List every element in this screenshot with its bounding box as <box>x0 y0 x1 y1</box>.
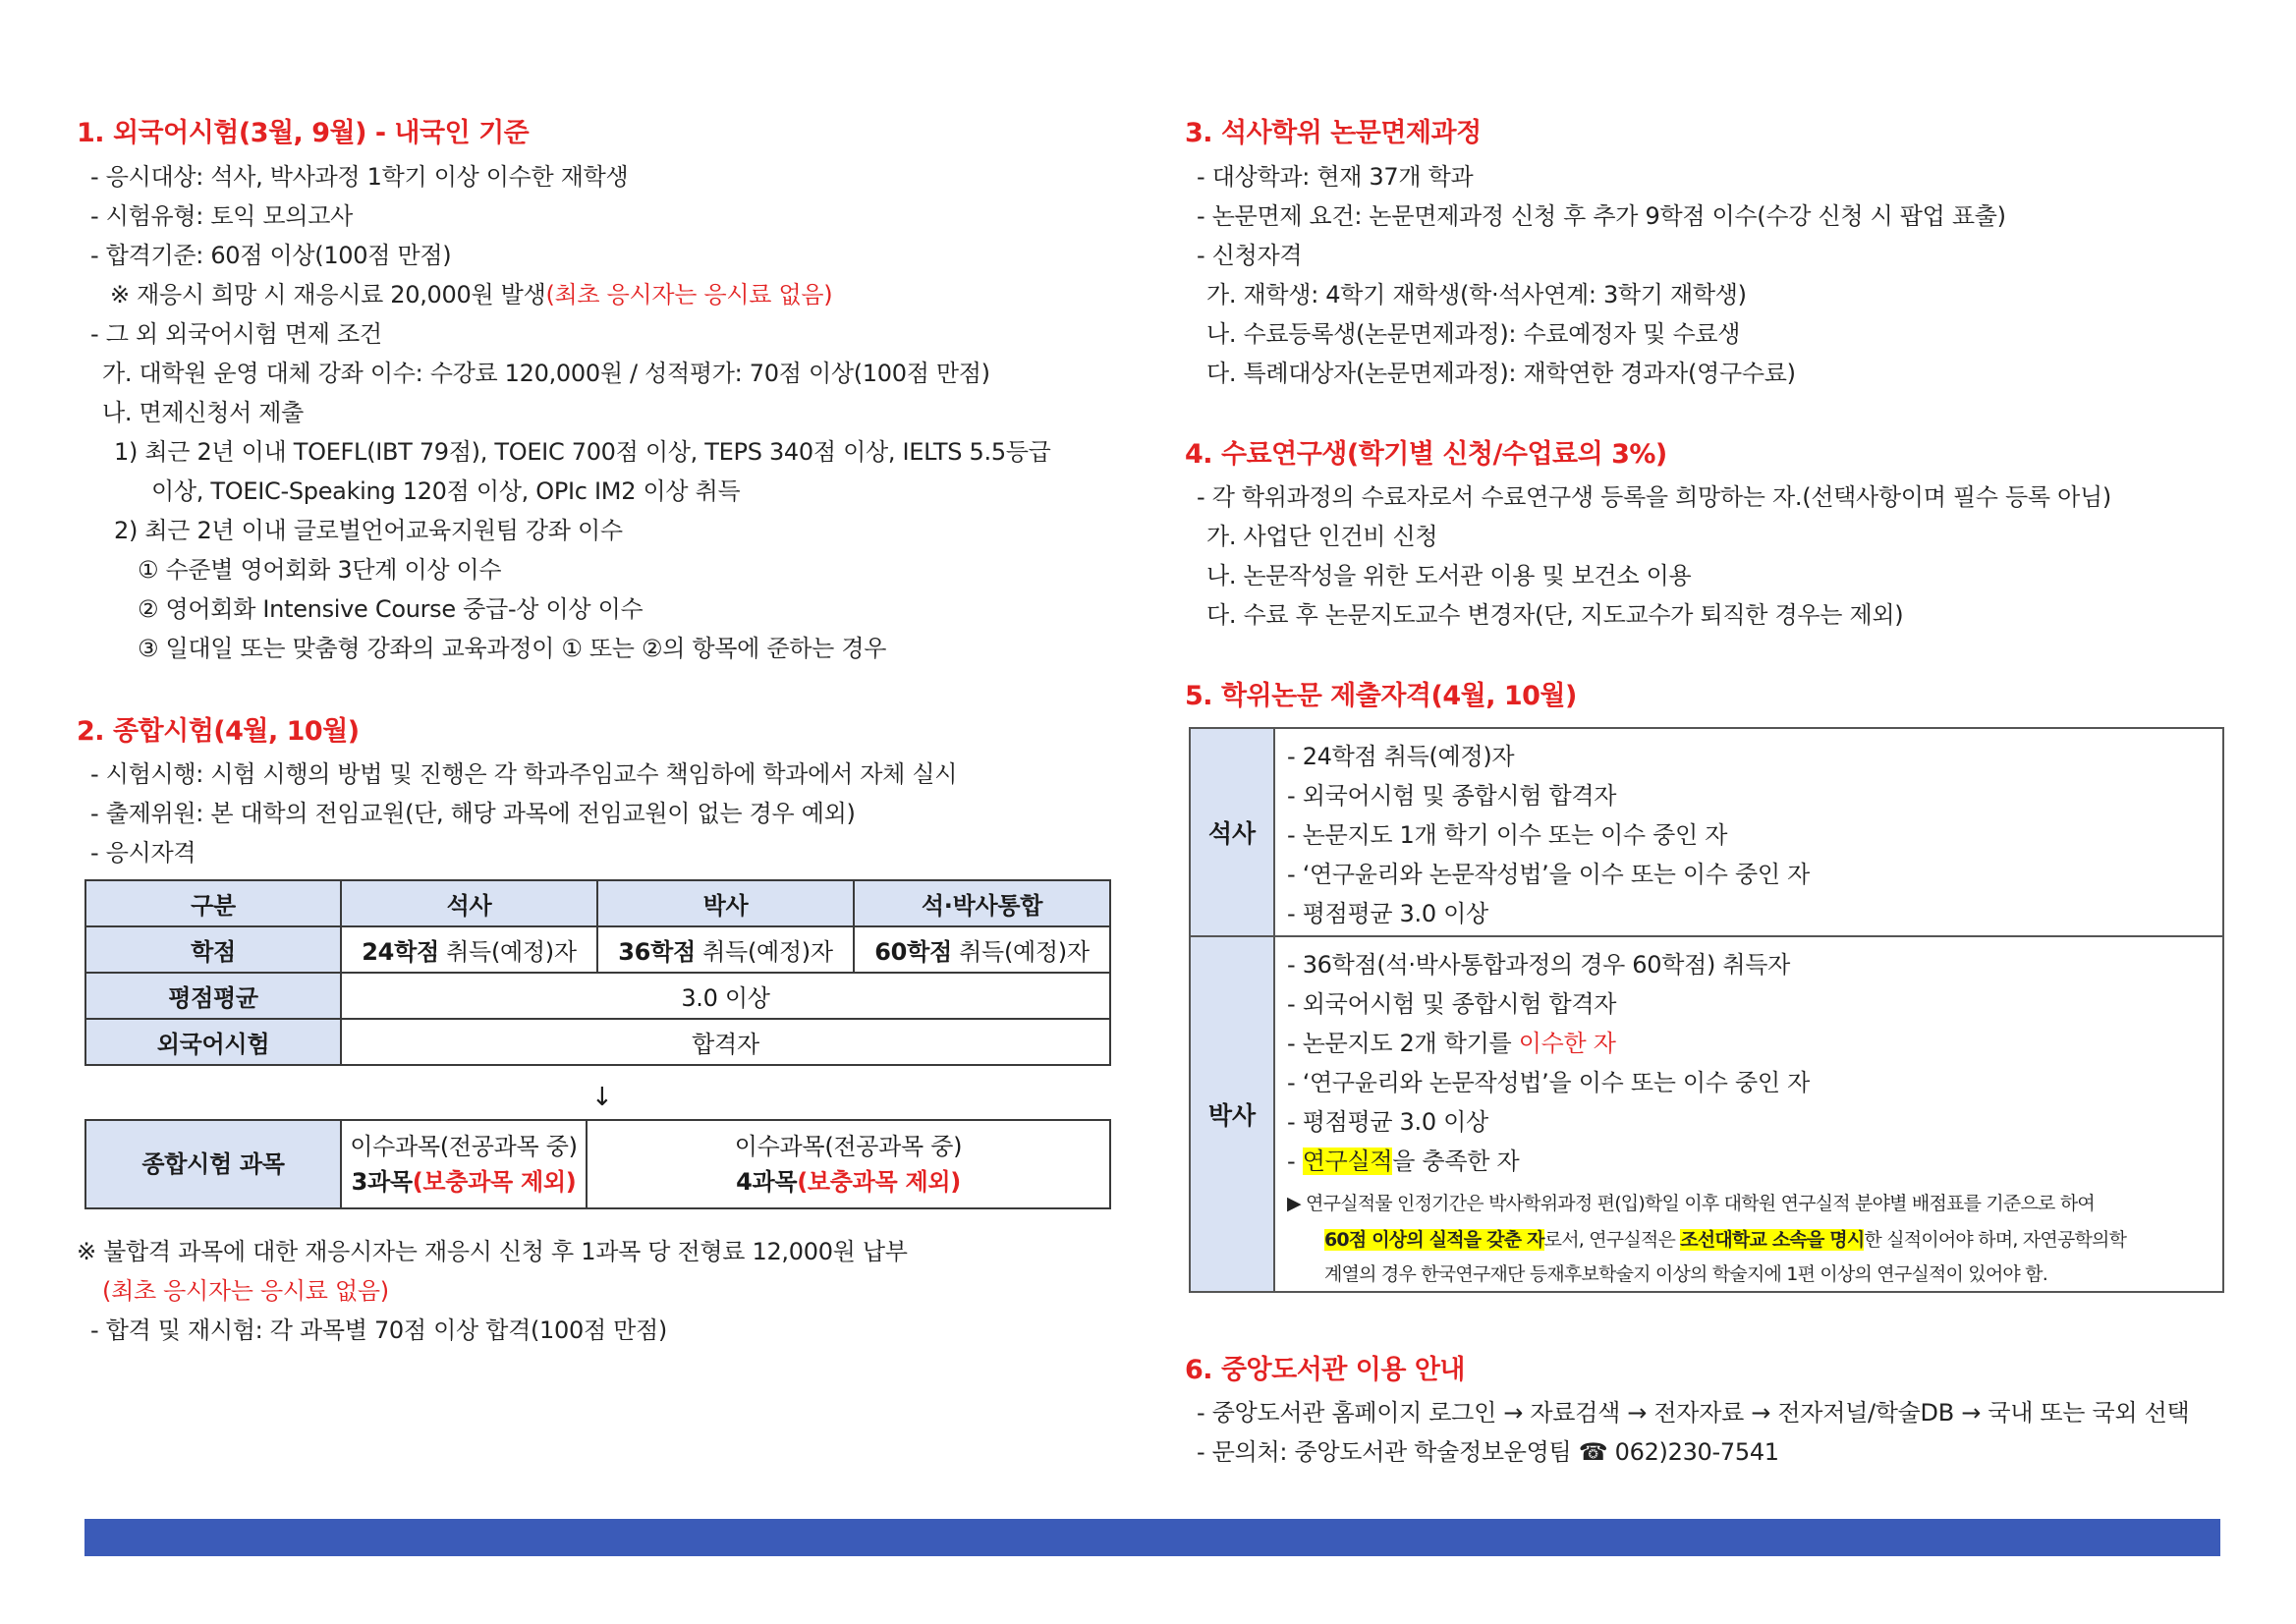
table-cell: 합격자 <box>341 1019 1110 1065</box>
cell-line: 이수과목(전공과목 중) <box>350 1133 578 1160</box>
cell-red: (보충과목 제외) <box>412 1168 577 1196</box>
cell-bold: 60학점 <box>874 938 952 966</box>
s4-line: 가. 사업단 인건비 신청 <box>1206 523 1438 550</box>
s2-line: - 시험시행: 시험 시행의 방법 및 진행은 각 학과주임교수 책임하에 학과에서 자체 실시 <box>90 760 958 788</box>
cell-bold: 4과목 <box>736 1168 798 1196</box>
masters-label: 석사 <box>1191 729 1275 937</box>
s1-line: ② 영어회화 Intensive Course 중급-상 이상 이수 <box>138 595 644 623</box>
cell-text: 취득(예정)자 <box>951 938 1090 966</box>
s3-line: - 대상학과: 현재 37개 학과 <box>1197 163 1474 191</box>
s1-line: ① 수준별 영어회화 3단계 이상 이수 <box>138 556 502 584</box>
s1-line: 이상, TOEIC-Speaking 120점 이상, OPIc IM2 이상 취득 <box>151 477 741 505</box>
eligibility-table <box>84 879 1111 1066</box>
table-cell <box>597 926 854 973</box>
s3-line: 다. 특례대상자(논문면제과정): 재학연한 경과자(영구수료) <box>1206 360 1796 387</box>
s6-line: - 문의처: 중앙도서관 학술정보운영팀 ☎ 062)230-7541 <box>1197 1438 1779 1466</box>
s2-line: - 응시자격 <box>90 839 196 867</box>
masters-item: - ‘연구윤리와 논문작성법’을 이수 또는 이수 중인 자 <box>1287 861 1810 888</box>
comprehensive-exam-table <box>84 1119 1111 1209</box>
cell-line: 이수과목(전공과목 중) <box>734 1133 963 1160</box>
item-text: - <box>1287 1148 1303 1175</box>
table-cell <box>341 926 597 973</box>
research-note: 계열의 경우 한국연구재단 등재후보학술지 이상의 학술지에 1편 이상의 연구실적이 있어야 함. <box>1324 1263 2047 1285</box>
note-text: 로서, 연구실적은 <box>1543 1229 1681 1251</box>
cell-text: 취득(예정)자 <box>695 938 833 966</box>
table-row <box>85 973 1110 1019</box>
table-cell <box>854 926 1110 973</box>
s4-line: 다. 수료 후 논문지도교수 변경자(단, 지도교수가 퇴직한 경우는 제외) <box>1206 601 1904 629</box>
s1-line: 나. 면제신청서 제출 <box>102 399 305 426</box>
s1-line: 1) 최근 2년 이내 TOEFL(IBT 79점), TOEIC 700점 이상, TEPS 340점 이상, IELTS 5.5등급 <box>114 438 1051 466</box>
cell-bold: 36학점 <box>618 938 696 966</box>
table-cell <box>587 1120 1110 1208</box>
research-note <box>1324 1225 2126 1252</box>
s1-note-red: (최초 응시자는 응시료 없음) <box>545 281 833 308</box>
s3-line: 가. 재학생: 4학기 재학생(학·석사연계: 3학기 재학생) <box>1206 281 1747 308</box>
doctoral-item: - 평점평균 3.0 이상 <box>1287 1108 1488 1136</box>
s3-line: - 신청자격 <box>1197 242 1303 269</box>
table-row <box>85 1120 1110 1208</box>
s2-note-red: (최초 응시자는 응시료 없음) <box>102 1277 389 1305</box>
doctoral-label: 박사 <box>1191 937 1275 1291</box>
section-6-title: 6. 중앙도서관 이용 안내 <box>1185 1355 1465 1385</box>
cell-text: 취득(예정)자 <box>438 938 577 966</box>
note-highlight: 60점 이상의 실적을 갖춘 자 <box>1324 1229 1544 1251</box>
row-label: 종합시험 과목 <box>85 1120 341 1208</box>
section-4-title: 4. 수료연구생(학기별 신청/수업료의 3%) <box>1185 439 1667 470</box>
table-row <box>85 880 1110 926</box>
s3-line: 나. 수료등록생(논문면제과정): 수료예정자 및 수료생 <box>1206 320 1741 348</box>
masters-item: - 외국어시험 및 종합시험 합격자 <box>1287 782 1617 810</box>
down-arrow-icon: ↓ <box>591 1083 613 1112</box>
masters-item: - 24학점 취득(예정)자 <box>1287 743 1515 770</box>
s1-line: ③ 일대일 또는 맞춤형 강좌의 교육과정이 ① 또는 ②의 항목에 준하는 경우 <box>138 635 887 662</box>
s6-line: - 중앙도서관 홈페이지 로그인 → 자료검색 → 전자자료 → 전자저널/학술DB → 국내 또는 국외 선택 <box>1197 1399 2190 1427</box>
s1-note <box>110 275 832 309</box>
cell-bold: 3과목 <box>351 1168 413 1196</box>
table-row <box>85 1019 1110 1065</box>
section-5-title: 5. 학위논문 제출자격(4월, 10월) <box>1185 681 1577 711</box>
item-red: 이수한 자 <box>1518 1030 1616 1057</box>
s4-line: - 각 학위과정의 수료자로서 수료연구생 등록을 희망하는 자.(선택사항이며 필수 등록 아님) <box>1197 483 2111 511</box>
s1-note-text: ※ 재응시 희망 시 재응시료 20,000원 발생 <box>110 281 546 308</box>
note-text: 한 실적이어야 하며, 자연공학의학 <box>1864 1229 2127 1251</box>
research-note: ▶ 연구실적물 인정기간은 박사학위과정 편(입)학일 이후 대학원 연구실적 분야별 배점표를 기준으로 하여 <box>1287 1193 2095 1214</box>
doctoral-item: - 36학점(석·박사통합과정의 경우 60학점) 취득자 <box>1287 951 1791 979</box>
s3-line: - 논문면제 요건: 논문면제과정 신청 후 추가 9학점 이수(수강 신청 시 팝업 표출) <box>1197 202 2006 230</box>
divider <box>1275 935 2222 937</box>
s2-line: - 합격 및 재시험: 각 과목별 70점 이상 합격(100점 만점) <box>90 1316 667 1344</box>
note-highlight: 조선대학교 소속을 명시 <box>1680 1229 1865 1251</box>
table-header: 석·박사통합 <box>854 880 1110 926</box>
section-3-title: 3. 석사학위 논문면제과정 <box>1185 118 1482 148</box>
table-header: 박사 <box>597 880 854 926</box>
s4-line: 나. 논문작성을 위한 도서관 이용 및 보건소 이용 <box>1206 562 1692 589</box>
section-2-title: 2. 종합시험(4월, 10월) <box>77 716 360 747</box>
doctoral-item <box>1287 1024 1616 1058</box>
s2-line: - 출제위원: 본 대학의 전임교원(단, 해당 과목에 전임교원이 없는 경우 예외) <box>90 800 856 827</box>
cell-bold: 24학점 <box>362 938 439 966</box>
thesis-eligibility-box <box>1189 727 2224 1293</box>
table-header: 석사 <box>341 880 597 926</box>
masters-item: - 논문지도 1개 학기 이수 또는 이수 중인 자 <box>1287 821 1728 849</box>
doctoral-item: - ‘연구윤리와 논문작성법’을 이수 또는 이수 중인 자 <box>1287 1069 1810 1096</box>
s1-line: 2) 최근 2년 이내 글로벌언어교육지원팀 강좌 이수 <box>114 517 623 544</box>
cell-red: (보충과목 제외) <box>797 1168 961 1196</box>
s2-note: ※ 불합격 과목에 대한 재응시자는 재응시 신청 후 1과목 당 전형료 12,000원 납부 <box>77 1238 908 1265</box>
section-1-title: 1. 외국어시험(3월, 9월) - 내국인 기준 <box>77 118 530 148</box>
doctoral-item: - 외국어시험 및 종합시험 합격자 <box>1287 990 1617 1018</box>
s1-line: - 그 외 외국어시험 면제 조건 <box>90 320 382 348</box>
footer-bar <box>84 1519 2220 1556</box>
row-label: 외국어시험 <box>85 1019 341 1065</box>
table-cell <box>341 1120 587 1208</box>
row-label: 평점평균 <box>85 973 341 1019</box>
s1-line: 가. 대학원 운영 대체 강좌 이수: 수강료 120,000원 / 성적평가: 70점 이상(100점 만점) <box>102 360 990 387</box>
masters-item: - 평점평균 3.0 이상 <box>1287 900 1488 927</box>
table-cell: 3.0 이상 <box>341 973 1110 1019</box>
table-row <box>85 926 1110 973</box>
item-text: - 논문지도 2개 학기를 <box>1287 1030 1519 1057</box>
s1-line: - 합격기준: 60점 이상(100점 만점) <box>90 242 452 269</box>
item-highlight: 연구실적 <box>1302 1148 1393 1175</box>
table-header: 구분 <box>85 880 341 926</box>
row-label: 학점 <box>85 926 341 973</box>
s1-line: - 시험유형: 토익 모의고사 <box>90 202 353 230</box>
doctoral-item <box>1287 1142 1519 1176</box>
s1-line: - 응시대상: 석사, 박사과정 1학기 이상 이수한 재학생 <box>90 163 629 191</box>
item-text: 을 충족한 자 <box>1392 1148 1520 1175</box>
